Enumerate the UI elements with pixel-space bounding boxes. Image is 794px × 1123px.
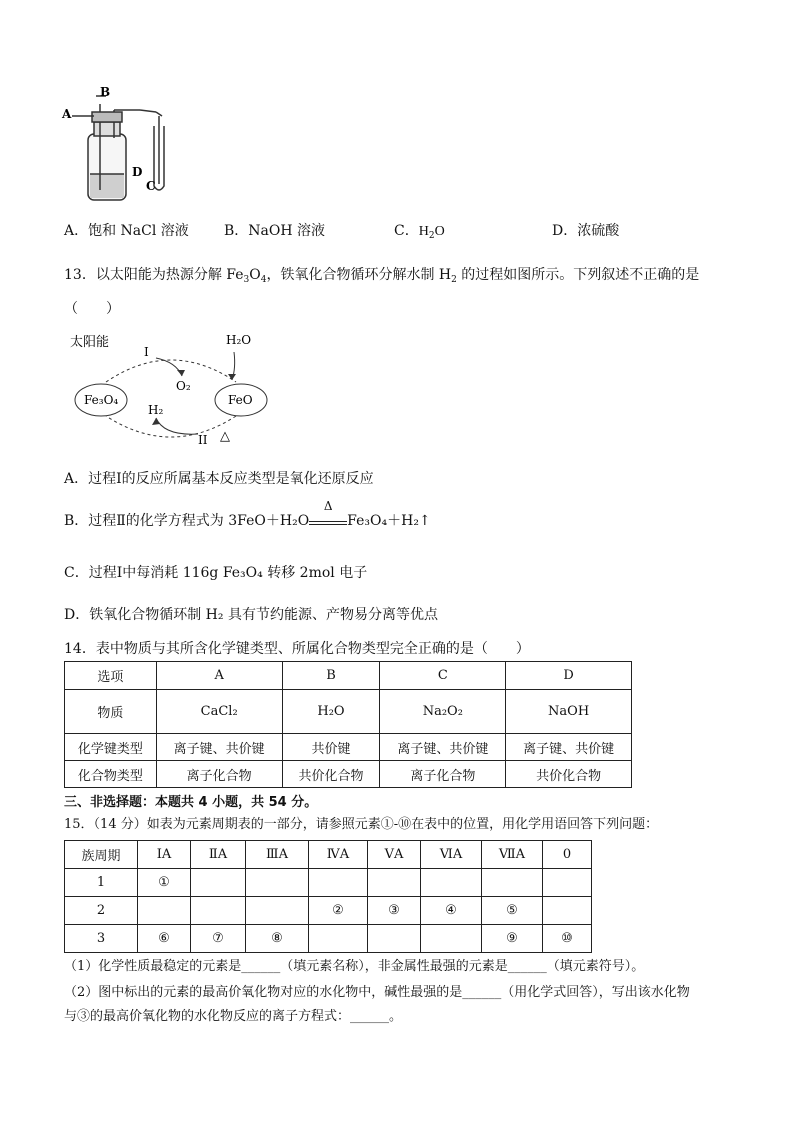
table-cell (421, 925, 482, 953)
table-cell: 共价键 (282, 734, 380, 761)
q13-option-d[interactable]: D．铁氧化合物循环制 H₂ 具有节约能源、产物易分离等优点 (64, 607, 438, 623)
table-header: ⅡA (191, 841, 246, 869)
table-cell: 离子键、共价键 (380, 734, 506, 761)
q12-option-c[interactable] (394, 222, 445, 241)
table-cell: 化合物类型 (65, 761, 157, 788)
table-cell (309, 869, 368, 897)
label-b: B (100, 86, 111, 99)
table-cell: 3 (65, 925, 138, 953)
stem-part: 13．以太阳能为热源分解 Fe (64, 267, 244, 283)
table-cell: 共价化合物 (506, 761, 632, 788)
table-header: ⅢA (246, 841, 309, 869)
table-cell: 离子键、共价键 (506, 734, 632, 761)
formula-h: H (418, 224, 429, 239)
q14-table (64, 661, 632, 788)
table-cell: 离子化合物 (156, 761, 282, 788)
table-cell: ⑧ (246, 925, 309, 953)
table-header: ⅥA (421, 841, 482, 869)
q12-option-d[interactable]: D．浓硫酸 (552, 223, 620, 239)
table-cell: ① (138, 869, 191, 897)
table-cell: 离子键、共价键 (156, 734, 282, 761)
table-header: 选项 (65, 662, 157, 690)
table-cell (309, 925, 368, 953)
table-cell: Na₂O₂ (380, 690, 506, 734)
table-cell (191, 897, 246, 925)
table-cell (246, 869, 309, 897)
label-d: D (132, 165, 143, 179)
table-header: C (380, 662, 506, 690)
iron-oxide-cycle-diagram (66, 328, 286, 448)
water-label: H₂O (226, 333, 252, 347)
table-cell: ③ (368, 897, 421, 925)
table-header: D (506, 662, 632, 690)
q13-option-b[interactable] (64, 499, 431, 530)
q13-stem (64, 266, 699, 284)
q15-stem: 15．（14 分）如表为元素周期表的一部分，请参照元素①-⑩在表中的位置，用化学用语回答下列问题： (64, 817, 659, 832)
table-header: 族周期 (65, 841, 138, 869)
delta-symbol: Δ (323, 499, 333, 513)
heat-symbol: △ (220, 429, 230, 444)
q15-sub-2-line-1: （2）图中标出的元素的最高价氧化物对应的水化物中，碱性最强的是______（用化学式回答），写出该水化物 (64, 985, 690, 1000)
table-row (65, 869, 592, 897)
q15-sub-2-line-2: 与③的最高价氧化物的水化物反应的离子方程式：______。 (64, 1009, 403, 1024)
option-c-prefix: C． (394, 223, 419, 239)
table-cell (543, 897, 592, 925)
formula-sub: 2 (428, 231, 435, 241)
h2-label: H₂ (148, 403, 164, 417)
table-cell: H₂O (282, 690, 380, 734)
equation-lhs: B．过程Ⅱ的化学方程式为 3FeO＋H₂O (64, 513, 310, 529)
q13-option-c[interactable]: C．过程Ⅰ中每消耗 116g Fe₃O₄ 转移 2mol 电子 (64, 565, 368, 581)
q13-option-a[interactable]: A．过程Ⅰ的反应所属基本反应类型是氧化还原反应 (64, 471, 374, 487)
table-cell: NaOH (506, 690, 632, 734)
stem-sub: 2 (451, 275, 457, 285)
table-cell: 1 (65, 869, 138, 897)
table-cell: ⑤ (482, 897, 543, 925)
process-1-label: I (144, 345, 149, 359)
table-row (65, 734, 632, 761)
table-header: ⅣA (309, 841, 368, 869)
table-cell: 化学键类型 (65, 734, 157, 761)
stem-sub: 4 (260, 275, 267, 285)
q13-answer-paren: （ ） (64, 301, 120, 317)
table-cell: ⑨ (482, 925, 543, 953)
table-header: 0 (543, 841, 592, 869)
table-header: ⅦA (482, 841, 543, 869)
gas-washing-bottle-diagram (60, 86, 200, 206)
table-row (65, 761, 632, 788)
section-3-heading: 三、非选择题：本题共 4 小题，共 54 分。 (64, 795, 318, 810)
table-row (65, 897, 592, 925)
table-cell (138, 897, 191, 925)
table-header: ⅠA (138, 841, 191, 869)
table-cell (246, 897, 309, 925)
equation-arrow (309, 499, 347, 525)
stem-part: ，铁氧化合物循环分解水制 H (266, 267, 452, 283)
table-header: A (156, 662, 282, 690)
table-cell (368, 869, 421, 897)
q12-option-b[interactable]: B．NaOH 溶液 (224, 223, 326, 239)
label-a: A (62, 107, 72, 121)
table-header-row (65, 841, 592, 869)
table-cell (543, 869, 592, 897)
table-cell: ④ (421, 897, 482, 925)
q15-sub-1: （1）化学性质最稳定的元素是______（填元素名称），非金属性最强的元素是______（填元素符号）。 (64, 959, 645, 974)
table-cell: ⑩ (543, 925, 592, 953)
equation-rhs: Fe₃O₄＋H₂↑ (347, 513, 431, 529)
solar-label: 太阳能 (70, 335, 110, 350)
stem-sub: 3 (243, 275, 250, 285)
table-cell (191, 869, 246, 897)
table-row (65, 690, 632, 734)
table-cell (482, 869, 543, 897)
table-cell: ⑦ (191, 925, 246, 953)
table-header-row (65, 662, 632, 690)
q14-stem: 14．表中物质与其所含化学键类型、所属化合物类型完全正确的是（ ） (64, 641, 530, 657)
table-cell: 物质 (65, 690, 157, 734)
fe3o4-label: Fe₃O₄ (84, 393, 119, 407)
label-c: C (146, 179, 156, 193)
formula-o: O (434, 224, 445, 239)
stem-part: O (249, 267, 261, 283)
apparatus-figure (60, 86, 200, 206)
periodic-table (64, 840, 592, 953)
table-cell (368, 925, 421, 953)
table-cell: CaCl₂ (156, 690, 282, 734)
table-cell (421, 869, 482, 897)
table-cell: ⑥ (138, 925, 191, 953)
table-cell: 离子化合物 (380, 761, 506, 788)
table-row (65, 925, 592, 953)
process-2-label: II (198, 433, 208, 447)
feo-label: FeO (228, 393, 253, 407)
table-cell: 2 (65, 897, 138, 925)
table-cell: 共价化合物 (282, 761, 380, 788)
table-header: B (282, 662, 380, 690)
q12-option-a[interactable]: A．饱和 NaCl 溶液 (64, 223, 189, 239)
stem-part: 的过程如图所示。下列叙述不正确的是 (456, 267, 700, 283)
o2-label: O₂ (176, 379, 191, 393)
table-cell: ② (309, 897, 368, 925)
table-header: ⅤA (368, 841, 421, 869)
